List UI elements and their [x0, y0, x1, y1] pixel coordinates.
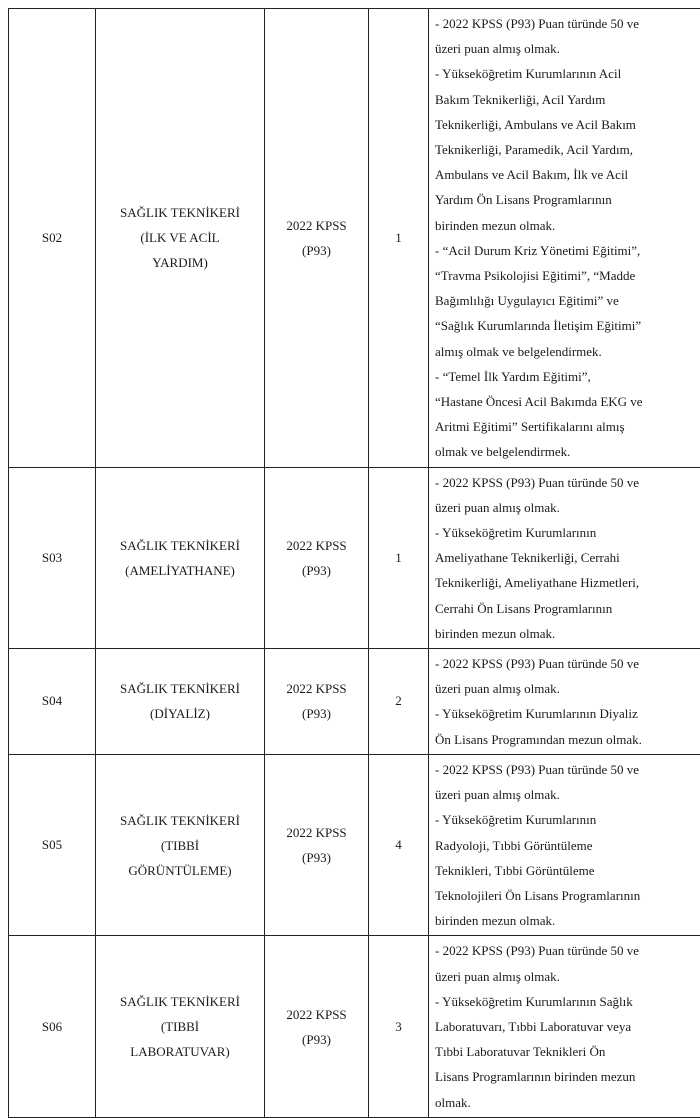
- positions-table: [8, 8, 700, 1118]
- exam-type: [265, 9, 369, 468]
- requirement-line: almış olmak ve belgelendirmek.: [435, 339, 700, 364]
- title-line: (TIBBİ: [96, 833, 264, 858]
- table-row: [9, 754, 700, 935]
- requirement-line: - Yükseköğretim Kurumlarının: [435, 520, 700, 545]
- requirement-line: - “Acil Durum Kriz Yönetimi Eğitimi”,: [435, 238, 700, 263]
- requirement-line: Teknikerliği, Ameliyathane Hizmetleri,: [435, 570, 700, 595]
- position-code: S06: [9, 936, 96, 1117]
- exam-line: (P93): [265, 701, 368, 726]
- exam-type: [265, 467, 369, 648]
- exam-line: 2022 KPSS: [265, 213, 368, 238]
- exam-line: 2022 KPSS: [265, 533, 368, 558]
- exam-type: [265, 649, 369, 755]
- requirement-line: - Yükseköğretim Kurumlarının Diyaliz: [435, 701, 700, 726]
- requirement-line: birinden mezun olmak.: [435, 621, 700, 646]
- requirement-line: Ön Lisans Programından mezun olmak.: [435, 727, 700, 752]
- requirement-line: - Yükseköğretim Kurumlarının Acil: [435, 61, 700, 86]
- requirement-line: Teknikerliği, Ambulans ve Acil Bakım: [435, 112, 700, 137]
- exam-type: [265, 936, 369, 1117]
- exam-line: (P93): [265, 238, 368, 263]
- table-row: [9, 9, 700, 468]
- requirement-line: birinden mezun olmak.: [435, 908, 700, 933]
- requirement-line: “Travma Psikolojisi Eğitimi”, “Madde: [435, 263, 700, 288]
- requirement-line: olmak ve belgelendirmek.: [435, 439, 700, 464]
- requirement-line: Teknolojileri Ön Lisans Programlarının: [435, 883, 700, 908]
- requirements-cell: [429, 9, 700, 468]
- quota-count: 2: [369, 649, 429, 755]
- requirements-cell: [429, 754, 700, 935]
- quota-count: 1: [369, 9, 429, 468]
- exam-line: 2022 KPSS: [265, 1002, 368, 1027]
- requirement-line: - Yükseköğretim Kurumlarının: [435, 807, 700, 832]
- exam-line: (P93): [265, 558, 368, 583]
- requirement-line: - 2022 KPSS (P93) Puan türünde 50 ve: [435, 651, 700, 676]
- requirement-line: Lisans Programlarının birinden mezun: [435, 1064, 700, 1089]
- requirement-line: “Hastane Öncesi Acil Bakımda EKG ve: [435, 389, 700, 414]
- requirement-line: Bakım Teknikerliği, Acil Yardım: [435, 87, 700, 112]
- requirement-line: Laboratuvarı, Tıbbi Laboratuvar veya: [435, 1014, 700, 1039]
- position-code: S05: [9, 754, 96, 935]
- title-line: (AMELİYATHANE): [96, 558, 264, 583]
- requirement-line: Teknikerliği, Paramedik, Acil Yardım,: [435, 137, 700, 162]
- requirement-line: olmak.: [435, 1090, 700, 1115]
- requirements-cell: [429, 649, 700, 755]
- position-title: [96, 9, 265, 468]
- exam-line: (P93): [265, 845, 368, 870]
- title-line: SAĞLIK TEKNİKERİ: [96, 808, 264, 833]
- requirement-line: birinden mezun olmak.: [435, 213, 700, 238]
- requirement-line: Aritmi Eğitimi” Sertifikalarını almış: [435, 414, 700, 439]
- position-code: S04: [9, 649, 96, 755]
- requirement-line: - Yükseköğretim Kurumlarının Sağlık: [435, 989, 700, 1014]
- title-line: SAĞLIK TEKNİKERİ: [96, 989, 264, 1014]
- quota-count: 3: [369, 936, 429, 1117]
- table-row: [9, 936, 700, 1117]
- title-line: SAĞLIK TEKNİKERİ: [96, 533, 264, 558]
- quota-count: 4: [369, 754, 429, 935]
- requirements-cell: [429, 467, 700, 648]
- position-title: [96, 467, 265, 648]
- requirement-line: üzeri puan almış olmak.: [435, 964, 700, 989]
- exam-type: [265, 754, 369, 935]
- requirement-line: Ambulans ve Acil Bakım, İlk ve Acil: [435, 162, 700, 187]
- requirement-line: - 2022 KPSS (P93) Puan türünde 50 ve: [435, 938, 700, 963]
- requirements-cell: [429, 936, 700, 1117]
- requirement-line: üzeri puan almış olmak.: [435, 782, 700, 807]
- exam-line: (P93): [265, 1027, 368, 1052]
- title-line: LABORATUVAR): [96, 1039, 264, 1064]
- exam-line: 2022 KPSS: [265, 676, 368, 701]
- quota-count: 1: [369, 467, 429, 648]
- requirement-line: - “Temel İlk Yardım Eğitimi”,: [435, 364, 700, 389]
- exam-line: 2022 KPSS: [265, 820, 368, 845]
- title-line: (İLK VE ACİL: [96, 225, 264, 250]
- requirement-line: Bağımlılığı Uygulayıcı Eğitimi” ve: [435, 288, 700, 313]
- title-line: SAĞLIK TEKNİKERİ: [96, 676, 264, 701]
- requirement-line: Tıbbi Laboratuvar Teknikleri Ön: [435, 1039, 700, 1064]
- title-line: (TIBBİ: [96, 1014, 264, 1039]
- position-code: S02: [9, 9, 96, 468]
- title-line: SAĞLIK TEKNİKERİ: [96, 200, 264, 225]
- requirement-line: üzeri puan almış olmak.: [435, 495, 700, 520]
- requirement-line: Ameliyathane Teknikerliği, Cerrahi: [435, 545, 700, 570]
- requirement-line: Yardım Ön Lisans Programlarının: [435, 187, 700, 212]
- requirement-line: Cerrahi Ön Lisans Programlarının: [435, 596, 700, 621]
- position-code: S03: [9, 467, 96, 648]
- requirement-line: - 2022 KPSS (P93) Puan türünde 50 ve: [435, 470, 700, 495]
- document-page: [8, 8, 700, 1118]
- title-line: YARDIM): [96, 250, 264, 275]
- position-title: [96, 754, 265, 935]
- title-line: (DİYALİZ): [96, 701, 264, 726]
- requirement-line: - 2022 KPSS (P93) Puan türünde 50 ve: [435, 757, 700, 782]
- table-row: [9, 649, 700, 755]
- position-title: [96, 936, 265, 1117]
- requirement-line: üzeri puan almış olmak.: [435, 676, 700, 701]
- requirement-line: üzeri puan almış olmak.: [435, 36, 700, 61]
- requirement-line: - 2022 KPSS (P93) Puan türünde 50 ve: [435, 11, 700, 36]
- requirement-line: “Sağlık Kurumlarında İletişim Eğitimi”: [435, 313, 700, 338]
- position-title: [96, 649, 265, 755]
- table-row: [9, 467, 700, 648]
- title-line: GÖRÜNTÜLEME): [96, 858, 264, 883]
- requirement-line: Radyoloji, Tıbbi Görüntüleme: [435, 833, 700, 858]
- requirement-line: Teknikleri, Tıbbi Görüntüleme: [435, 858, 700, 883]
